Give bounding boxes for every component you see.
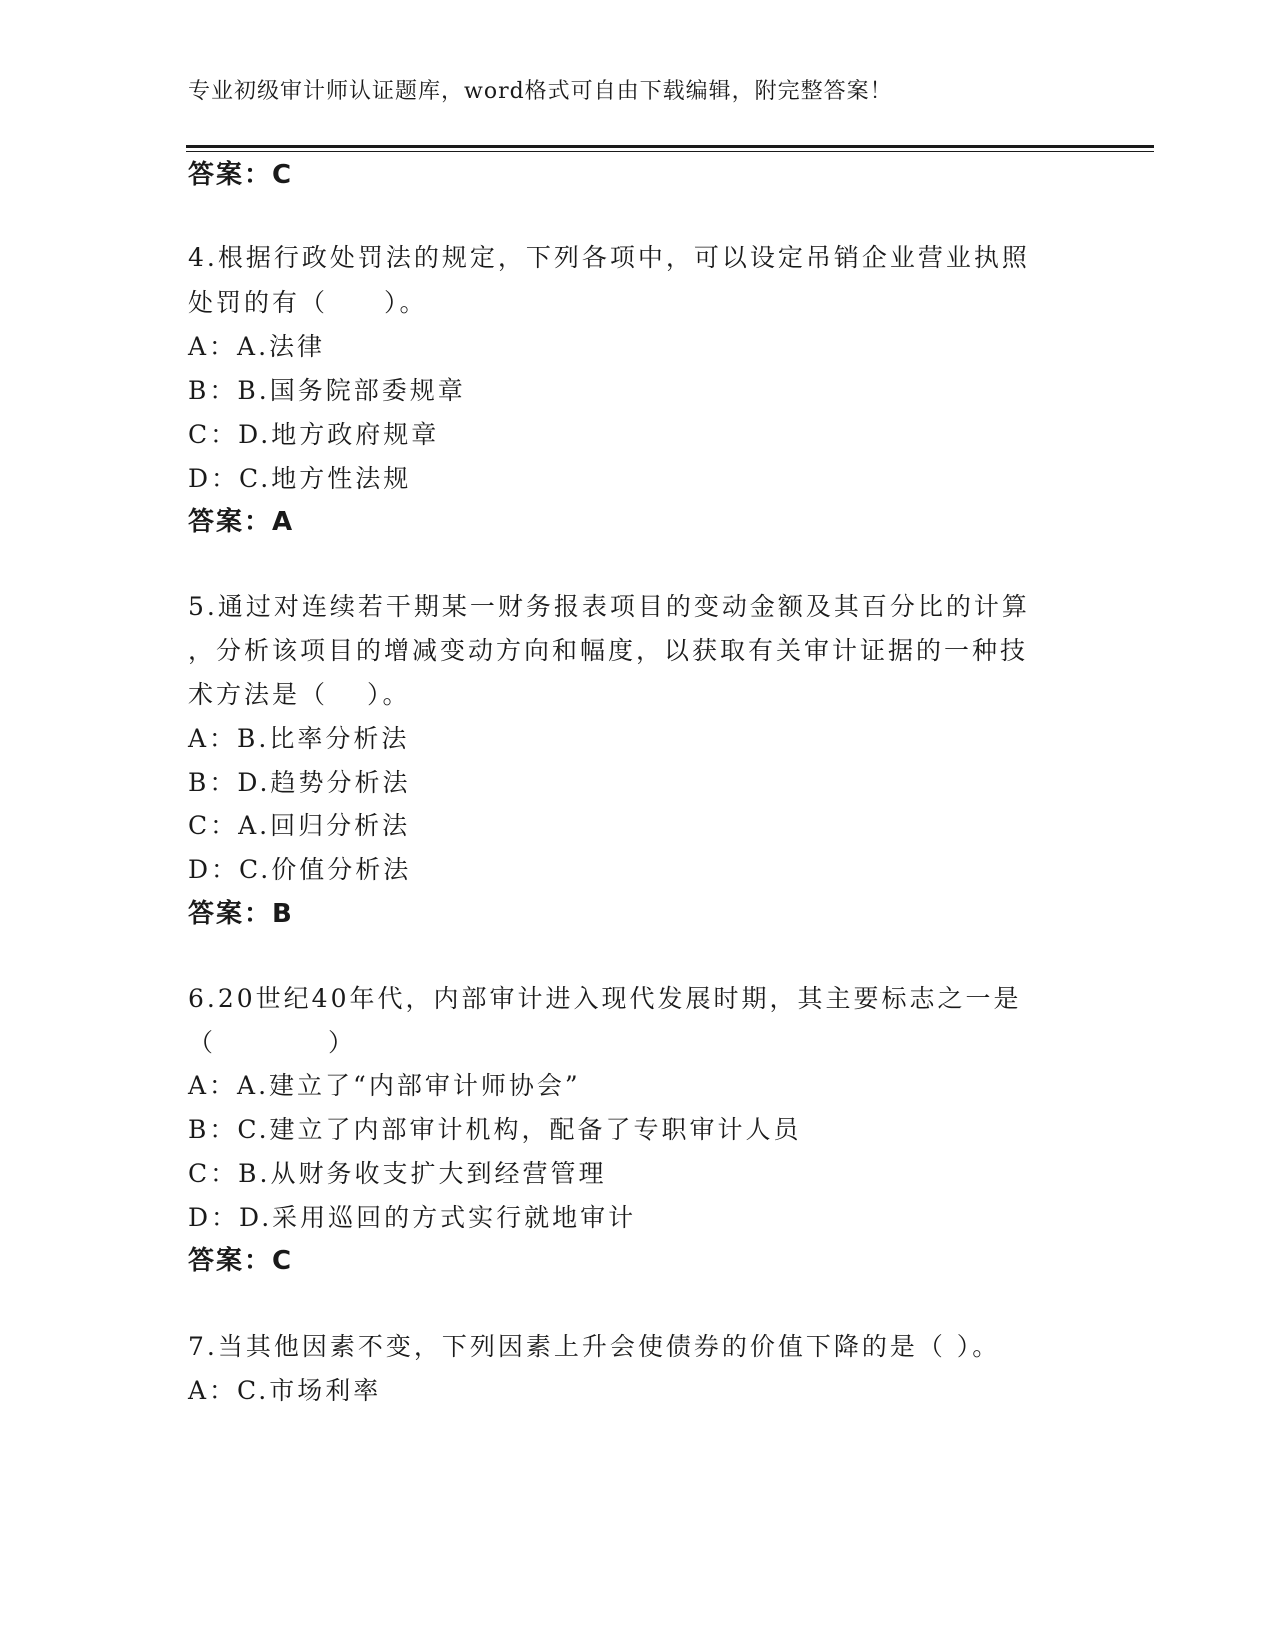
- answer-previous: 答案：C: [188, 160, 294, 190]
- answer: 答案：B: [188, 899, 294, 929]
- option-c: C：D.地方政府规章: [188, 420, 440, 449]
- option-c: C：B.从财务收支扩大到经营管理: [188, 1159, 607, 1188]
- option-b: B：B.国务院部委规章: [188, 376, 466, 405]
- question-stem-line: 5.通过对连续若干期某一财务报表项目的变动金额及其百分比的计算: [188, 592, 1030, 621]
- option-a: A：A.建立了“内部审计师协会”: [188, 1071, 581, 1100]
- question-stem-line: 术方法是（ ）。: [188, 680, 411, 709]
- option-c: C：A.回归分析法: [188, 811, 411, 840]
- header-rule-thin: [186, 151, 1154, 152]
- question-stem-line: 6.20世纪40年代，内部审计进入现代发展时期，其主要标志之一是: [188, 984, 1022, 1013]
- answer: 答案：A: [188, 507, 295, 537]
- answer: 答案：C: [188, 1246, 294, 1276]
- option-d: D：C.价值分析法: [188, 855, 412, 884]
- question-stem-line: 处罚的有（ ）。: [188, 288, 428, 317]
- header-rule-thick: [186, 145, 1154, 148]
- question-stem-line: 7.当其他因素不变，下列因素上升会使债券的价值下降的是（ ）。: [188, 1332, 1001, 1361]
- option-a: A：C.市场利率: [188, 1376, 382, 1405]
- option-a: A：A.法律: [188, 332, 326, 361]
- question-stem-line: （ ）: [188, 1028, 357, 1057]
- question-stem-line: ，分析该项目的增减变动方向和幅度，以获取有关审计证据的一种技: [188, 636, 1029, 665]
- option-b: B：D.趋势分析法: [188, 768, 411, 797]
- question-stem-line: 4.根据行政处罚法的规定，下列各项中，可以设定吊销企业营业执照: [188, 243, 1030, 272]
- option-a: A：B.比率分析法: [188, 724, 410, 753]
- page-header: 专业初级审计师认证题库，word格式可自由下载编辑，附完整答案！: [188, 79, 893, 104]
- option-d: D：D.采用巡回的方式实行就地审计: [188, 1203, 637, 1232]
- option-d: D：C.地方性法规: [188, 464, 412, 493]
- option-b: B：C.建立了内部审计机构，配备了专职审计人员: [188, 1115, 802, 1144]
